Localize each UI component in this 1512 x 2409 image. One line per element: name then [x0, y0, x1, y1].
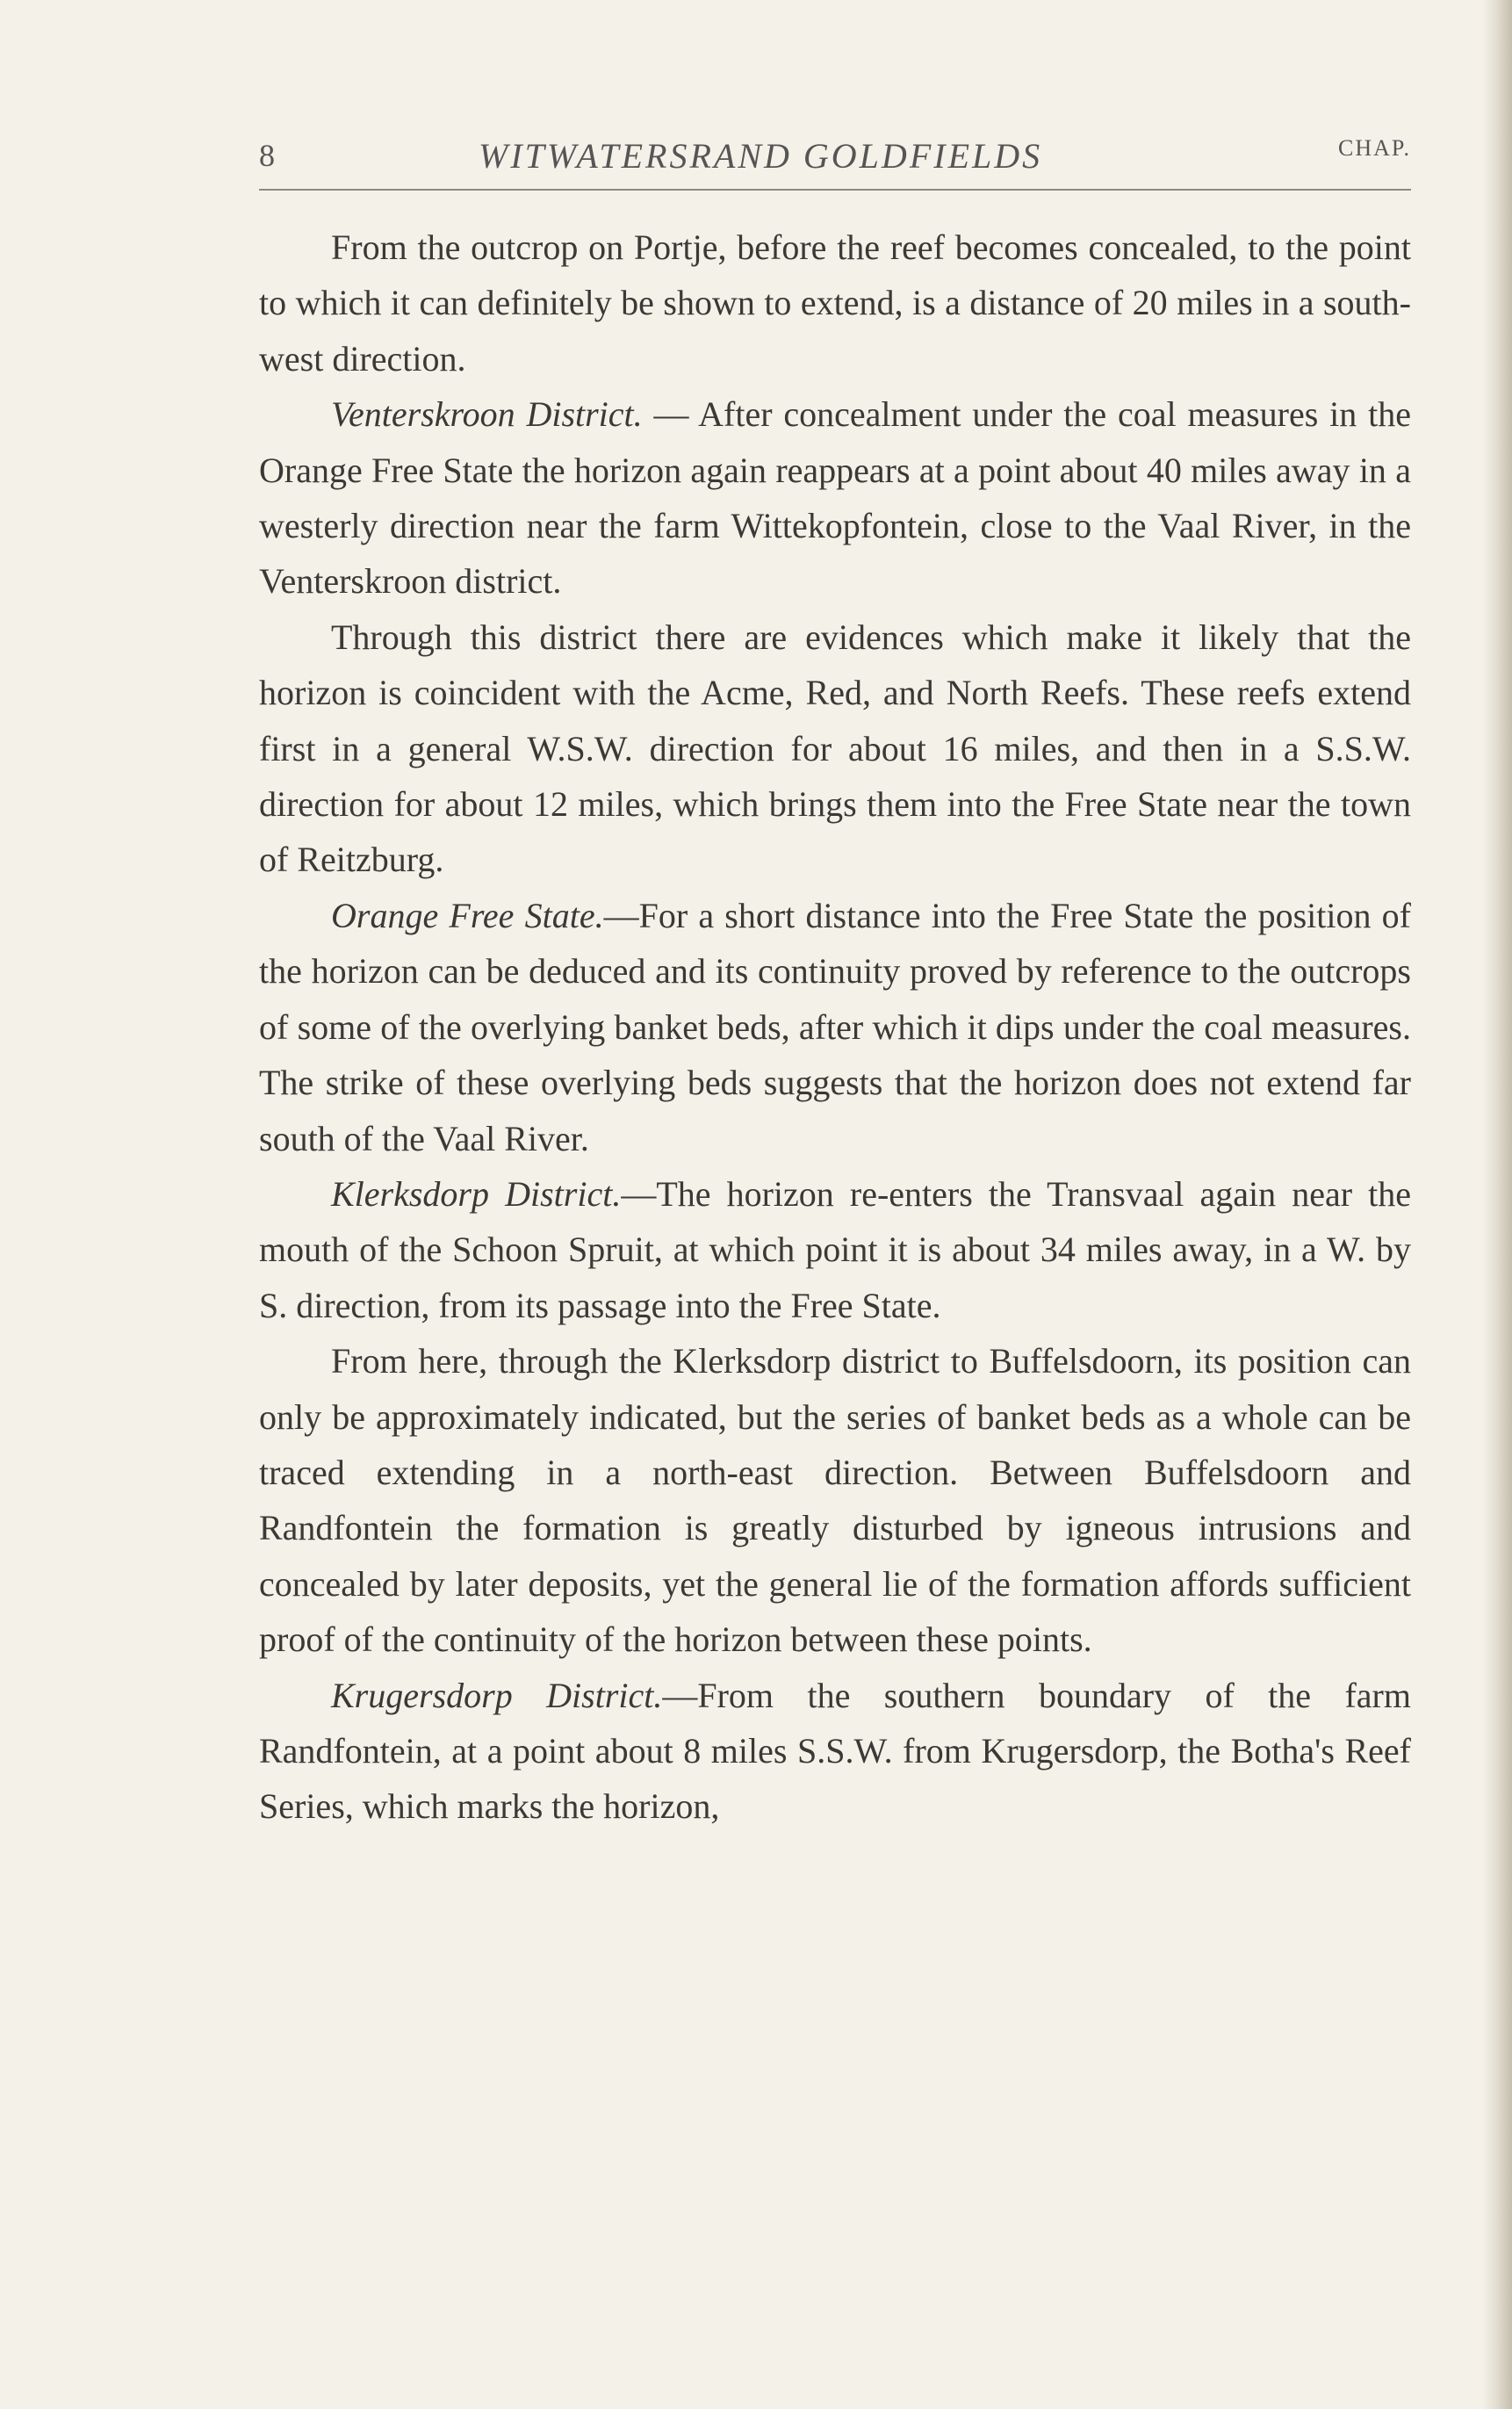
paragraph-text: From here, through the Klerksdorp district to Buffelsdoorn, its position can only be approximately indicated, but the series of banket beds as a whole can be traced extending in a north-east direction. Between Buffelsdoorn and Randfontein the formation is greatly disturbed by igneous intrusions and concealed by later deposits, yet the general lie of the formation affords sufficient proof of the continuity of the horizon between these points. — [259, 1341, 1411, 1660]
paragraph-reefs-direction — [259, 609, 1411, 888]
page-number: 8 — [259, 138, 275, 173]
body-text — [259, 220, 1411, 1835]
page-edge-shadow — [1482, 0, 1512, 2409]
paragraph-krugersdorp-district — [259, 1668, 1411, 1835]
paragraph-text: — After concealment under the coal measures in the Orange Free State the horizon again reappears at a point about 40 miles away in a westerly direction near the farm Wittekopfontein, close to the Vaal River, in the Venterskroon district. — [259, 394, 1411, 602]
paragraph-buffelsdoorn — [259, 1333, 1411, 1667]
paragraph-text: —The horizon re-enters the Transvaal again near the mouth of the Schoon Spruit, at which point it is about 34 miles away, in a W. by S. direction, from its passage into the Free State. — [259, 1173, 1411, 1325]
running-header — [259, 132, 1411, 184]
paragraph-outcrop-portje — [259, 220, 1411, 386]
paragraph-orange-free-state — [259, 888, 1411, 1166]
paragraph-text: —From the southern boundary of the farm Randfontein, at a point about 8 miles S.S.W. from Krugersdorp, the Botha's Reef Series, which marks the horizon, — [259, 1675, 1411, 1827]
section-heading-krugersdorp: Krugersdorp District. — [331, 1675, 663, 1715]
paragraph-venterskroon-district — [259, 386, 1411, 609]
section-heading-orange-free-state: Orange Free State. — [331, 895, 604, 935]
chapter-label: CHAP. — [1338, 135, 1411, 161]
paragraph-klerksdorp-district — [259, 1166, 1411, 1333]
section-heading-venterskroon: Venterskroon District. — [331, 394, 643, 435]
running-title: WITWATERSRAND GOLDFIELDS — [479, 136, 1043, 176]
paragraph-text: Through this district there are evidences which make it likely that the horizon is coincident with the Acme, Red, and North Reefs. These reefs extend first in a general W.S.W. direction for about 16 miles, and then in a S.S.W. direction for about 12 miles, which brings them into the Free State near the town of Reitzburg. — [259, 617, 1411, 880]
paragraph-text: From the outcrop on Portje, before the reef becomes concealed, to the point to which it can definitely be shown to extend, is a distance of 20 miles in a south-west direction. — [259, 227, 1411, 379]
header-rule — [259, 189, 1411, 191]
section-heading-klerksdorp: Klerksdorp District. — [331, 1173, 622, 1214]
paragraph-text: —For a short distance into the Free State the position of the horizon can be deduced and its continuity proved by reference to the outcrops of some of the overlying banket beds, after which it dips under the coal measures. The strike of these overlying beds suggests that the horizon does not extend far south of the Vaal River. — [259, 895, 1411, 1158]
